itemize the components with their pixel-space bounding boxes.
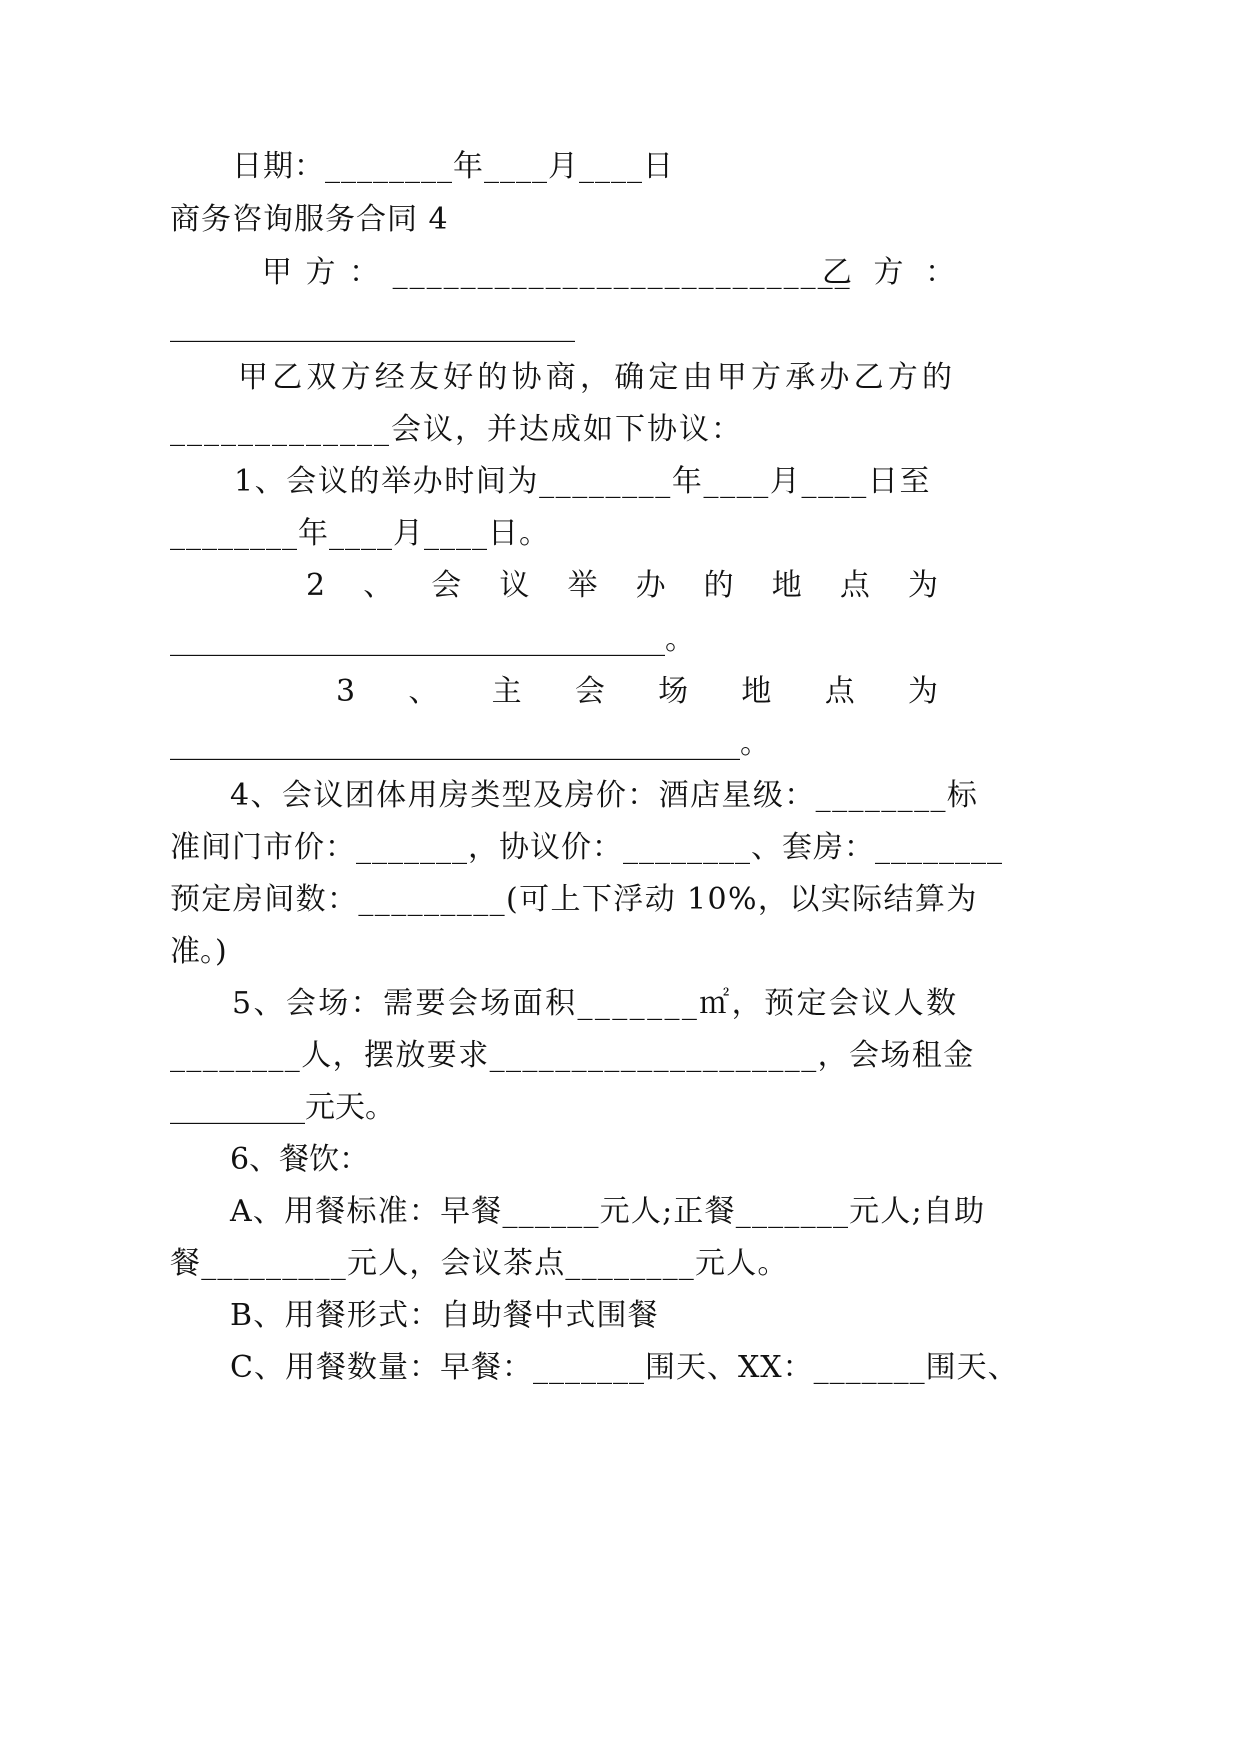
- item4-line-3: 预定房间数：_________(可上下浮动 10%，以实际结算为: [170, 882, 978, 917]
- document-title: 商务咨询服务合同 4: [170, 202, 449, 237]
- item3-part: 点: [824, 674, 855, 709]
- party-b-blank: ___________________________: [170, 308, 575, 343]
- item1-line-2: ________年____月____日。: [170, 516, 550, 551]
- item6-c-line: C、用餐数量：早餐：_______围天、XX：_______围天、: [230, 1350, 1019, 1385]
- item6-b-line: B、用餐形式：自助餐中式围餐: [230, 1298, 659, 1333]
- item2-part: 、: [363, 568, 394, 603]
- item3-line-1: [336, 672, 938, 712]
- item2-part: 2: [306, 568, 326, 603]
- item4-line-4: 准。): [170, 934, 227, 969]
- item2-part: 点: [839, 568, 870, 603]
- item5-line-1: 5、会场：需要会场面积_______㎡，预定会议人数: [232, 986, 959, 1021]
- item3-part: 场: [658, 674, 689, 709]
- item3-line-2: ______________________________________。: [170, 726, 770, 761]
- item2-part: 办: [635, 568, 666, 603]
- item1-line-1: 1、会议的举办时间为________年____月____日至: [234, 464, 932, 499]
- item2-part: 会: [431, 568, 462, 603]
- item3-part: 为: [907, 674, 938, 709]
- item2-part: 的: [703, 568, 734, 603]
- item2-part: 举: [567, 568, 598, 603]
- item3-part: 、: [408, 674, 439, 709]
- item5-line-3: _________元天。: [170, 1090, 395, 1125]
- item4-line-2: 准间门市价：_______，协议价：________、套房：________: [170, 830, 1003, 865]
- item2-line-1: [306, 566, 938, 606]
- item3-part: 主: [491, 674, 522, 709]
- item6-a-line-1: A、用餐标准：早餐______元人;正餐_______元人;自助: [230, 1194, 986, 1229]
- party-a-line: 甲 方 ： ___________________________: [262, 255, 852, 290]
- item6-a-line-2: 餐_________元人，会议茶点________元人。: [170, 1246, 789, 1281]
- item3-part: 地: [741, 674, 772, 709]
- item2-line-2: _________________________________。: [170, 622, 695, 657]
- item4-line-1: 4、会议团体用房类型及房价：酒店星级：________标: [230, 778, 979, 813]
- intro-line-1: 甲乙双方经友好的协商，确定由甲方承办乙方的: [238, 360, 957, 395]
- item5-line-2: ________人，摆放要求____________________，会场租金: [170, 1038, 975, 1073]
- item2-part: 地: [771, 568, 802, 603]
- item3-part: 3: [336, 674, 356, 709]
- date-line: 日期：________年____月____日: [232, 149, 674, 184]
- party-b-label: 乙 方 ：: [822, 255, 962, 290]
- item2-part: 为: [907, 568, 938, 603]
- item2-part: 议: [499, 568, 530, 603]
- intro-line-2: _____________会议，并达成如下协议：: [170, 412, 743, 447]
- item3-part: 会: [574, 674, 605, 709]
- item6-heading: 6、餐饮：: [230, 1142, 370, 1177]
